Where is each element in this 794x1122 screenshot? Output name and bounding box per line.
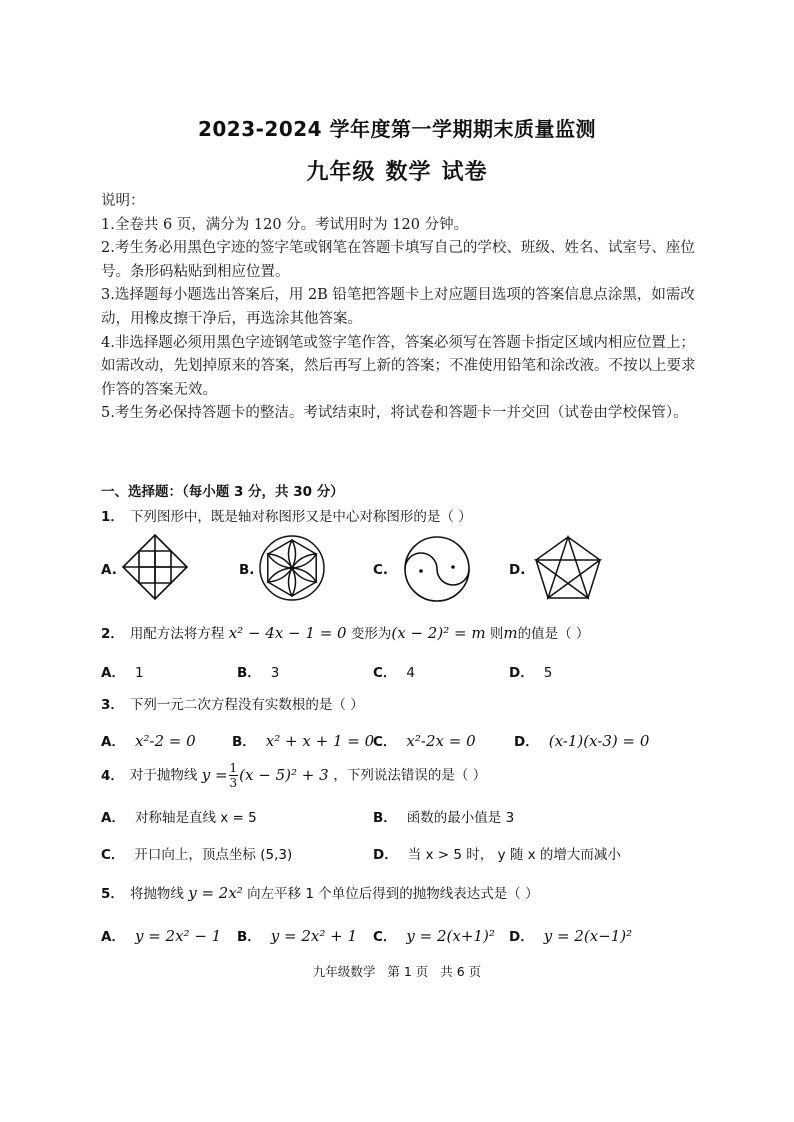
q2-option-a: A． 1 [101, 665, 144, 681]
q1-option-a-label: A. [101, 562, 117, 578]
footer-subject: 九年级数学 [312, 964, 376, 979]
paper-label: 试卷 [441, 160, 488, 185]
q5-option-a: A． y = 2x² − 1 [101, 927, 222, 945]
q3-option-d: D． (x-1)(x-3) = 0 [514, 732, 650, 750]
question-stem-part: 的值是（ ） [517, 626, 590, 642]
q1-option-b-label: B. [239, 562, 255, 578]
q3-option-c: C． x²-2x = 0 [373, 732, 476, 750]
question-stem-part: 变形为 [350, 626, 392, 642]
instruction-item: 2.考生务必用黑色字迹的签字笔或钢笔在答题卡填写自己的学校、班级、姓名、试室号、座位号。条形码粘贴到相应位置。 [101, 240, 695, 280]
variable-m: m [503, 624, 518, 642]
instruction-item: 3.选择题每小题选出答案后，用 2B 铅笔把答题卡上对应题目选项的答案信息点涂黑，如需改动，用橡皮擦干净后，再选涂其他答案。 [101, 287, 695, 327]
six-petal-flower-figure-icon [258, 534, 326, 602]
question-5 [101, 882, 539, 902]
q1-option-c-label: C. [373, 562, 389, 578]
subject-label: 数学 [385, 160, 432, 185]
question-stem-part: ，下列说法错误的是（ ） [333, 767, 487, 784]
q3-option-b: B． x² + x + 1 = 0 [232, 732, 375, 750]
question-3 [101, 693, 364, 713]
q4-option-c: C． 开口向上，顶点坐标 (5,3) [101, 847, 293, 863]
instruction-item: 4.非选择题必须用黑色字迹钢笔或签字笔作答，答案必须写在答题卡指定区域内相应位置上；如需改动，先划掉原来的答案，然后再写上新的答案；不准使用铅笔和涂改液。不按以上要求作答的答案无效。 [101, 334, 696, 398]
pentagram-pentagon-figure-icon [533, 534, 603, 602]
q3-option-a: A． x²-2 = 0 [101, 732, 196, 750]
yin-yang-figure-icon [402, 534, 472, 604]
q2-option-b: B． 3 [237, 665, 280, 681]
question-stem-part: 向左平移 1 个单位后得到的抛物线表达式是（ ） [247, 886, 539, 902]
question-number: 2． [101, 626, 124, 642]
q2-option-c: C． 4 [373, 665, 416, 681]
question-2 [101, 622, 589, 642]
question-number: 1． [101, 509, 124, 525]
question-1 [101, 505, 472, 525]
q2-option-d: D． 5 [509, 665, 553, 681]
instructions [101, 190, 701, 426]
square-pinwheel-figure-icon [120, 532, 190, 602]
footer-page: 第 1 页 [387, 964, 429, 979]
instruction-item: 5.考生务必保持答题卡的整洁。考试结束时，将试卷和答题卡一并交回（试卷由学校保管）。 [101, 405, 688, 422]
parabola-equation: y = 2x² [188, 884, 243, 902]
q5-option-d: D． y = 2(x−1)² [509, 927, 633, 945]
parabola-equation: y = $\frac{1}{3}$ (x − 5)² + 3 [201, 761, 329, 790]
question-stem: 下列图形中，既是轴对称图形又是中心对称图形的是（ ） [129, 509, 472, 525]
q5-option-b: B． y = 2x² + 1 [237, 927, 358, 945]
question-4 [101, 762, 486, 789]
page-footer [0, 962, 794, 980]
question-number: 4． [101, 767, 124, 784]
instructions-heading: 说明： [101, 193, 145, 209]
instruction-item: 1.全卷共 6 页，满分为 120 分。考试用时为 120 分钟。 [101, 216, 469, 233]
question-stem: 下列一元二次方程没有实数根的是（ ） [129, 697, 364, 713]
q4-option-b: B． 函数的最小值是 3 [373, 810, 515, 826]
exam-title: 2023-2024 学年度第一学期期末质量监测 [197, 117, 597, 141]
q4-option-d: D． 当 x > 5 时， y 随 x 的增大而减小 [373, 847, 621, 863]
q5-option-c: C． y = 2(x+1)² [373, 927, 495, 945]
question-number: 3． [101, 697, 124, 713]
footer-total: 共 6 页 [440, 964, 482, 979]
equation-1: x² − 4x − 1 = 0 [228, 624, 347, 642]
exam-subtitle [0, 155, 794, 186]
question-stem-part: 用配方法将方程 [129, 626, 225, 642]
question-stem-part: 将抛物线 [129, 886, 184, 902]
section-heading: 一、选择题：（每小题 3 分，共 30 分） [101, 484, 344, 500]
question-number: 5． [101, 886, 124, 902]
grade-label: 九年级 [306, 160, 376, 185]
question-stem-part: 则 [489, 626, 504, 642]
fraction-one-third: $\frac{1}{3}$ [229, 761, 238, 790]
question-stem-part: 对于抛物线 [129, 767, 198, 784]
equation-2: (x − 2)² = m [391, 624, 486, 642]
q4-option-a: A． 对称轴是直线 x = 5 [101, 810, 257, 826]
q1-option-d-label: D. [509, 562, 526, 578]
